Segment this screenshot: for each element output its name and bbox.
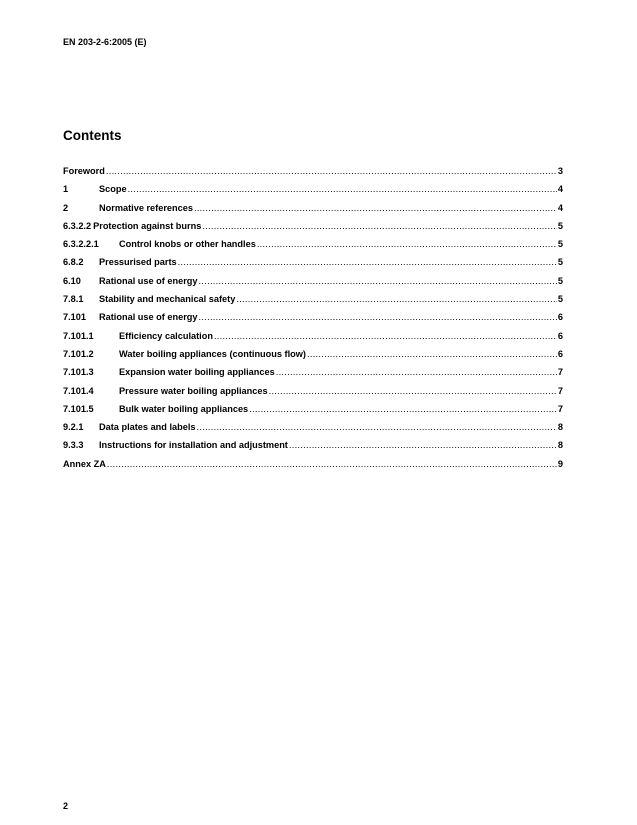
- toc-entry-title: Pressurised parts: [99, 257, 177, 268]
- toc-dot-leader: [214, 331, 557, 341]
- toc-entry-page: 4: [557, 184, 563, 195]
- toc-entry-number: 2: [63, 202, 69, 213]
- toc-dot-leader: [236, 294, 557, 304]
- toc-entry-number: 1: [63, 184, 69, 195]
- toc-dot-leader: [269, 386, 557, 396]
- toc-entry-number: 7.101.1: [63, 330, 94, 341]
- page-number: 2: [63, 801, 69, 811]
- toc-entry[interactable]: [63, 221, 563, 239]
- toc-entry-page: 6: [557, 330, 563, 341]
- toc-entry-title: Protection against burns: [93, 220, 202, 231]
- toc-entry-title: Data plates and labels: [99, 422, 196, 433]
- toc-entry[interactable]: [63, 294, 563, 312]
- toc-entry[interactable]: [63, 312, 563, 330]
- toc-dot-leader: [128, 184, 557, 194]
- toc-entry[interactable]: [63, 203, 563, 221]
- toc-dot-leader: [202, 221, 557, 231]
- toc-dot-leader: [178, 257, 557, 267]
- toc-entry-number: 6.8.2: [63, 257, 84, 268]
- toc-entry[interactable]: [63, 422, 563, 440]
- toc-entry-title: Efficiency calculation: [119, 330, 213, 341]
- toc-entry-number: 6.10: [63, 275, 81, 286]
- toc-entry-page: 7: [557, 385, 563, 396]
- toc-dot-leader: [289, 440, 557, 450]
- toc-dot-leader: [199, 276, 557, 286]
- toc-entry[interactable]: [63, 404, 563, 422]
- toc-entry-page: 8: [557, 440, 563, 451]
- toc-entry[interactable]: [63, 239, 563, 257]
- toc-entry-page: 7: [557, 403, 563, 414]
- toc-entry-title: Pressure water boiling appliances: [119, 385, 268, 396]
- toc-entry-number: 7.8.1: [63, 294, 84, 305]
- toc-entry-title: Bulk water boiling appliances: [119, 403, 249, 414]
- toc-entry-page: 5: [557, 294, 563, 305]
- toc-dot-leader: [257, 239, 557, 249]
- toc-entry[interactable]: [63, 459, 563, 477]
- toc-entry-title: Annex ZA: [63, 458, 106, 469]
- toc-entry-title: Rational use of energy: [99, 275, 198, 286]
- table-of-contents: [63, 166, 563, 477]
- toc-entry[interactable]: [63, 257, 563, 275]
- toc-entry-number: 6.3.2.2.1: [63, 239, 99, 250]
- toc-entry-number: 7.101.4: [63, 385, 94, 396]
- toc-entry[interactable]: [63, 440, 563, 458]
- toc-entry-number: 9.3.3: [63, 440, 84, 451]
- toc-entry-title: Rational use of energy: [99, 312, 198, 323]
- toc-entry[interactable]: [63, 386, 563, 404]
- toc-entry-page: 4: [557, 202, 563, 213]
- toc-entry-title: Expansion water boiling appliances: [119, 367, 275, 378]
- toc-dot-leader: [199, 312, 557, 322]
- toc-entry[interactable]: [63, 349, 563, 367]
- toc-entry-number: 7.101.3: [63, 367, 94, 378]
- toc-entry-page: 9: [557, 458, 563, 469]
- toc-entry-number: 6.3.2.2: [63, 220, 92, 231]
- page-title: Contents: [63, 128, 122, 143]
- toc-entry-title: Stability and mechanical safety: [99, 294, 236, 305]
- toc-entry-page: 5: [557, 275, 563, 286]
- toc-entry-number: 7.101: [63, 312, 86, 323]
- toc-entry-page: 5: [557, 257, 563, 268]
- toc-dot-leader: [106, 166, 557, 176]
- toc-entry-number: 9.2.1: [63, 422, 84, 433]
- toc-entry[interactable]: [63, 367, 563, 385]
- toc-entry-number: 7.101.2: [63, 348, 94, 359]
- toc-dot-leader: [107, 459, 557, 469]
- toc-entry-page: 5: [557, 220, 563, 231]
- toc-entry-title: Instructions for installation and adjustment: [99, 440, 288, 451]
- toc-entry-page: 7: [557, 367, 563, 378]
- toc-entry-title: Water boiling appliances (continuous flow): [119, 348, 306, 359]
- toc-entry-title: Control knobs or other handles: [119, 239, 256, 250]
- toc-entry-title: Scope: [99, 184, 127, 195]
- toc-entry[interactable]: [63, 184, 563, 202]
- toc-entry-title: Normative references: [99, 202, 193, 213]
- toc-dot-leader: [307, 349, 557, 359]
- toc-entry-page: 3: [557, 166, 563, 176]
- toc-dot-leader: [197, 422, 557, 432]
- toc-entry-page: 6: [557, 348, 563, 359]
- toc-entry-number: 7.101.5: [63, 403, 94, 414]
- toc-dot-leader: [276, 367, 557, 377]
- toc-entry[interactable]: [63, 166, 563, 184]
- document-id-header: EN 203-2-6:2005 (E): [63, 37, 147, 47]
- toc-dot-leader: [194, 203, 557, 213]
- toc-entry-page: 8: [557, 422, 563, 433]
- toc-entry-page: 5: [557, 239, 563, 250]
- toc-entry[interactable]: [63, 276, 563, 294]
- toc-entry-page: 6: [557, 312, 563, 323]
- toc-dot-leader: [249, 404, 557, 414]
- toc-entry-title: Foreword: [63, 166, 105, 176]
- toc-entry[interactable]: [63, 331, 563, 349]
